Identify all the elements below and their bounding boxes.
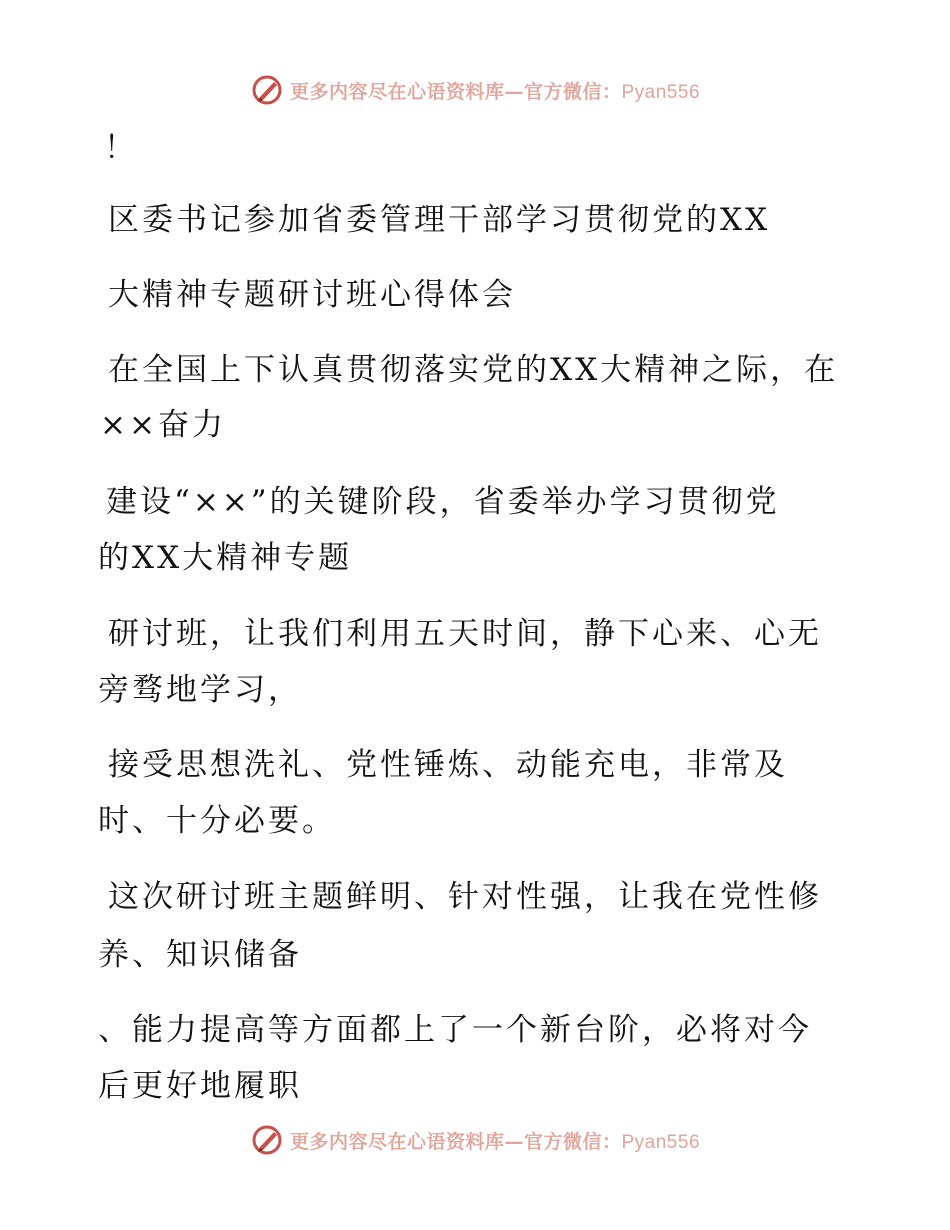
text-line: 研讨班，让我们利用五天时间，静下心来、心无 xyxy=(108,616,822,652)
text-line: 养、知识储备 xyxy=(98,937,302,973)
text-line: 这次研讨班主题鲜明、针对性强，让我在党性修 xyxy=(108,879,822,915)
text-line: ！ xyxy=(104,130,138,166)
text-line: 后更好地履职 xyxy=(98,1068,302,1104)
text-line: 旁骛地学习， xyxy=(98,672,302,708)
text-line: 时、十分必要。 xyxy=(98,803,336,839)
watermark-text: 更多内容尽在心语资料库—官方微信：Pyan556 xyxy=(289,1130,701,1153)
pen-logo-icon xyxy=(250,1123,284,1157)
text-line: 在全国上下认真贯彻落实党的XX大精神之际，在 xyxy=(108,352,839,388)
text-line: 、能力提高等方面都上了一个新台阶，必将对今 xyxy=(98,1012,812,1048)
text-line: 的XX大精神专题 xyxy=(98,540,353,576)
pen-logo-icon xyxy=(250,73,284,107)
text-line: 接受思想洗礼、党性锤炼、动能充电，非常及 xyxy=(108,747,788,783)
text-line: ××奋力 xyxy=(100,407,226,443)
text-line: 建设“××”的关键阶段，省委举办学习贯彻党 xyxy=(106,484,780,520)
text-line: 大精神专题研讨班心得体会 xyxy=(108,277,516,313)
text-line: 区委书记参加省委管理干部学习贯彻党的XX xyxy=(108,202,771,238)
header-watermark xyxy=(0,70,950,110)
footer-watermark xyxy=(0,1120,950,1160)
watermark-text: 更多内容尽在心语资料库—官方微信：Pyan556 xyxy=(289,80,701,103)
